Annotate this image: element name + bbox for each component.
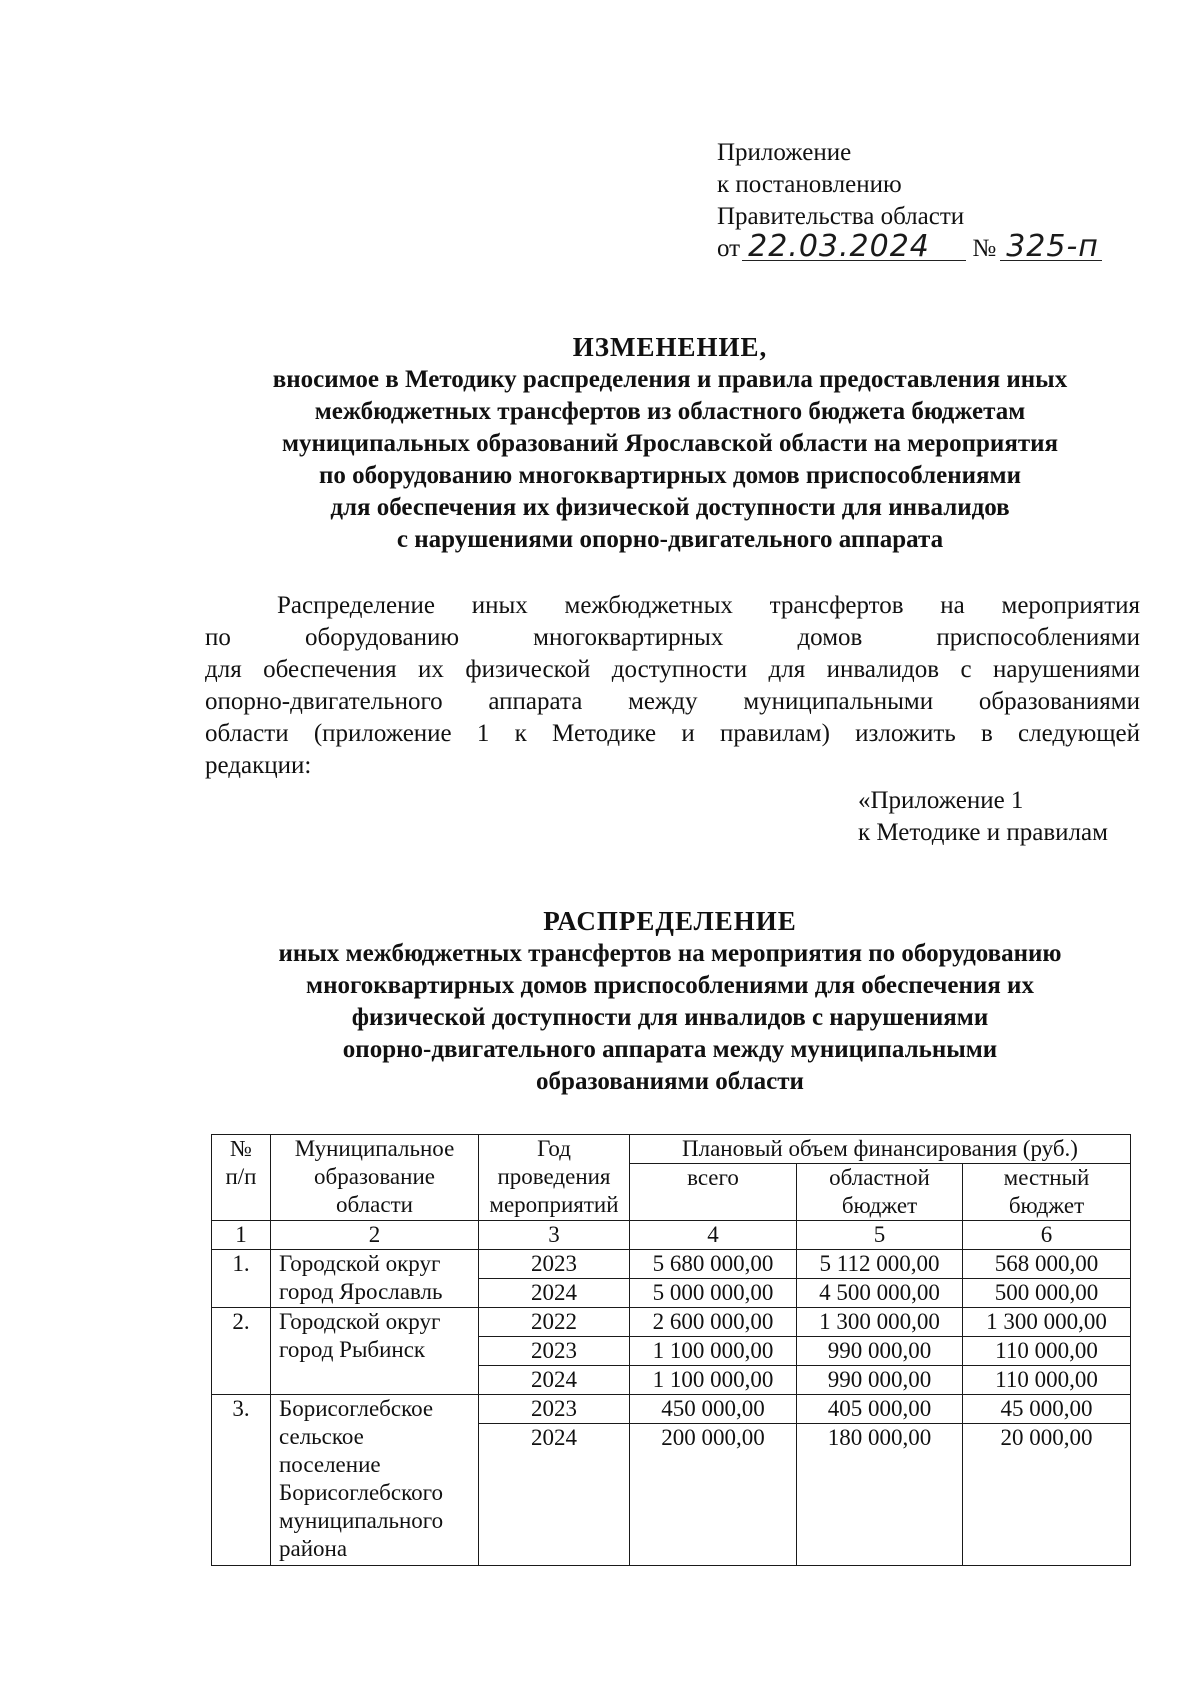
total-cell: 450 000,00 (630, 1395, 797, 1424)
table-row (212, 1308, 1131, 1337)
number-prefix: № (972, 235, 997, 262)
distribution-heading-line: образованиями области (536, 1068, 804, 1095)
local-cell: 1 300 000,00 (963, 1308, 1131, 1337)
year-cell: 2022 (479, 1308, 630, 1337)
distribution-table (211, 1134, 1131, 1566)
local-cell: 45 000,00 (963, 1395, 1131, 1424)
distribution-heading-line: физической доступности для инвалидов с нарушениями (351, 1004, 989, 1031)
header-local-budget: местный бюджет (963, 1164, 1131, 1221)
total-cell: 200 000,00 (630, 1424, 797, 1566)
total-cell: 5 000 000,00 (630, 1279, 797, 1308)
table-row (212, 1395, 1131, 1424)
quote-appendix-line-1: «Приложение 1 (858, 787, 1024, 814)
total-cell: 2 600 000,00 (630, 1308, 797, 1337)
column-number: 2 (271, 1221, 479, 1250)
header-regional-budget: областной бюджет (797, 1164, 963, 1221)
date-prefix: от (717, 235, 741, 262)
table-row (212, 1250, 1131, 1279)
year-cell: 2023 (479, 1395, 630, 1424)
change-heading-line: вносимое в Методику распределения и правила предоставления иных (272, 366, 1068, 393)
local-cell: 110 000,00 (963, 1337, 1131, 1366)
appendix-signature-line (717, 229, 1137, 265)
paragraph-line: по оборудованию многоквартирных домов приспособлениями (205, 624, 1140, 651)
column-number: 1 (212, 1221, 271, 1250)
paragraph-line: области (приложение 1 к Методике и правилам) изложить в следующей (205, 720, 1140, 747)
change-heading-line: межбюджетных трансфертов из областного бюджета бюджетам (314, 398, 1026, 425)
distribution-title: РАСПРЕДЕЛЕНИЕ (543, 906, 797, 936)
local-cell: 568 000,00 (963, 1250, 1131, 1279)
appendix-line-3: Правительства области (717, 203, 965, 230)
year-cell: 2024 (479, 1279, 630, 1308)
local-cell: 110 000,00 (963, 1366, 1131, 1395)
row-number: 3. (212, 1395, 271, 1566)
paragraph-line: редакции: (205, 752, 312, 779)
regional-cell: 5 112 000,00 (797, 1250, 963, 1279)
year-cell: 2024 (479, 1366, 630, 1395)
distribution-heading-line: многоквартирных домов приспособлениями для обеспечения их (306, 972, 1034, 999)
regional-cell: 990 000,00 (797, 1366, 963, 1395)
handwritten-number: 325-п (1000, 234, 1102, 261)
header-funding-group: Плановый объем финансирования (руб.) (630, 1135, 1131, 1164)
distribution-heading-line: иных межбюджетных трансфертов на мероприятия по оборудованию (278, 940, 1062, 967)
municipality-cell: Городской округ город Рыбинск (271, 1308, 479, 1395)
change-heading-line: с нарушениями опорно-двигательного аппарата (396, 526, 944, 553)
change-title: ИЗМЕНЕНИЕ, (572, 332, 768, 362)
paragraph-line: опорно-двигательного аппарата между муниципальными образованиями (205, 688, 1140, 715)
change-heading-line: для обеспечения их физической доступности для инвалидов (330, 494, 1010, 521)
intro-paragraph (205, 590, 1140, 782)
quote-appendix-line-2: к Методике и правилам (858, 819, 1108, 846)
row-number: 1. (212, 1250, 271, 1308)
local-cell: 20 000,00 (963, 1424, 1131, 1566)
local-cell: 500 000,00 (963, 1279, 1131, 1308)
paragraph-line: для обеспечения их физической доступности для инвалидов с нарушениями (205, 656, 1140, 683)
column-number: 5 (797, 1221, 963, 1250)
column-number: 3 (479, 1221, 630, 1250)
appendix-line-1: Приложение (717, 139, 852, 166)
regional-cell: 1 300 000,00 (797, 1308, 963, 1337)
header-number: № п/п (212, 1135, 271, 1221)
distribution-heading (160, 906, 1180, 1098)
change-heading-line: муниципальных образований Ярославской области на мероприятия (281, 430, 1059, 457)
total-cell: 1 100 000,00 (630, 1337, 797, 1366)
total-cell: 5 680 000,00 (630, 1250, 797, 1279)
header-municipality: Муниципальное образование области (271, 1135, 479, 1221)
change-heading (160, 332, 1180, 556)
header-year: Год проведения мероприятий (479, 1135, 630, 1221)
appendix-line-2: к постановлению (717, 171, 902, 198)
header-total: всего (630, 1164, 797, 1221)
column-number: 4 (630, 1221, 797, 1250)
change-heading-line: по оборудованию многоквартирных домов приспособлениями (319, 462, 1021, 489)
year-cell: 2023 (479, 1337, 630, 1366)
column-number: 6 (963, 1221, 1131, 1250)
regional-cell: 990 000,00 (797, 1337, 963, 1366)
quote-appendix (858, 785, 1158, 849)
row-number: 2. (212, 1308, 271, 1395)
year-cell: 2024 (479, 1424, 630, 1566)
distribution-heading-line: опорно-двигательного аппарата между муниципальными (342, 1036, 998, 1063)
municipality-cell: Борисоглебское сельское поселение Борисоглебского муниципального района (271, 1395, 479, 1566)
column-numbers-row (212, 1221, 1131, 1250)
paragraph-line: Распределение иных межбюджетных трансфертов на мероприятия (277, 592, 1140, 619)
total-cell: 1 100 000,00 (630, 1366, 797, 1395)
regional-cell: 405 000,00 (797, 1395, 963, 1424)
municipality-cell: Городской округ город Ярославль (271, 1250, 479, 1308)
appendix-block (717, 137, 1137, 265)
handwritten-date: 22.03.2024 (742, 234, 966, 261)
regional-cell: 4 500 000,00 (797, 1279, 963, 1308)
regional-cell: 180 000,00 (797, 1424, 963, 1566)
year-cell: 2023 (479, 1250, 630, 1279)
